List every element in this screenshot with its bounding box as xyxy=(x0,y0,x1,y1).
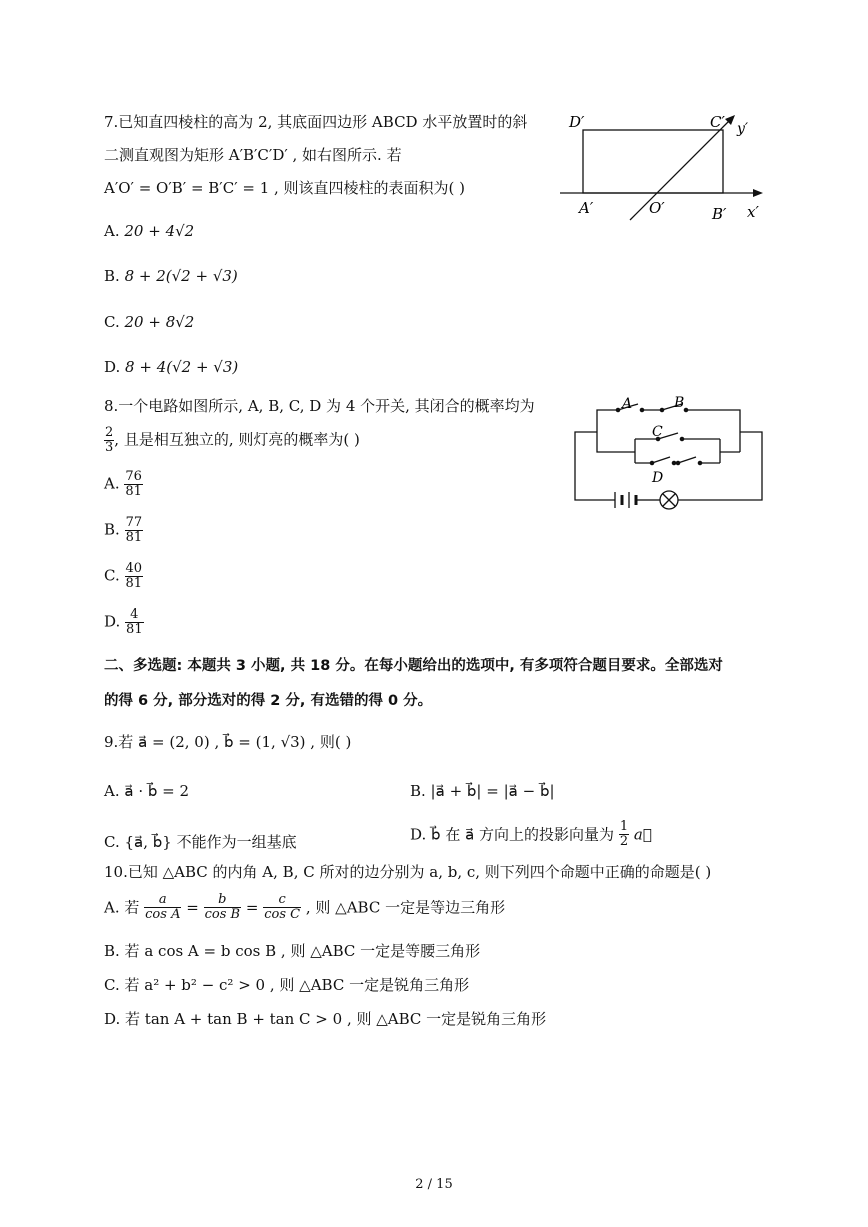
q9-stem: 9.若 a⃗ = (2, 0) , b⃗ = (1, √3) , 则( ) xyxy=(104,733,352,751)
switch-label-d: D xyxy=(652,470,664,486)
q7-option-a: A. 20 + 4√2 xyxy=(104,222,195,240)
q9-option-b: B. |a⃗ + b⃗| = |a⃗ − b⃗| xyxy=(410,782,555,800)
q9-option-a: A. a⃗ · b⃗ = 2 xyxy=(104,782,190,800)
label-b: B′ xyxy=(712,205,727,223)
x-axis-arrow xyxy=(753,189,763,197)
switch-label-a: A xyxy=(622,396,633,412)
q10-option-b: B. 若 a cos A = b cos B , 则 △ABC 一定是等腰三角形 xyxy=(104,942,481,960)
q8-option-d: D. $\frac{4}{81}$ xyxy=(104,607,143,637)
q7-figure xyxy=(555,105,770,230)
switch-label-c: C xyxy=(652,424,663,440)
q7-option-c: C. 20 + 8√2 xyxy=(104,313,195,331)
q9-option-d: D. b⃗ 在 a⃗ 方向上的投影向量为 $\frac{1}{2}$ a⃗ xyxy=(410,819,652,849)
label-c: C′ xyxy=(710,113,725,131)
q8-line1: 8.一个电路如图所示, A, B, C, D 为 4 个开关, 其闭合的概率均为 xyxy=(104,397,535,415)
label-y: y′ xyxy=(737,121,749,137)
q10-option-a: A. 若 $\frac{a}{\text{cos A}}$ = $\frac{b}{\text{cos B}}$ = $\frac{c}{\text{cos C}}$ , 则 △ABC 一定是等边三角形 xyxy=(104,892,506,922)
page-number: 2 / 15 xyxy=(415,1177,453,1192)
q8-circuit-figure xyxy=(570,392,770,517)
section2-line2: 的得 6 分, 部分选对的得 2 分, 有选错的得 0 分。 xyxy=(104,693,433,709)
q8-option-c: C. $\frac{40}{81}$ xyxy=(104,561,143,591)
q7-option-d: D. 8 + 4(√2 + √3) xyxy=(104,358,239,376)
q10-option-d: D. 若 tan A + tan B + tan C > 0 , 则 △ABC 一定是锐角三角形 xyxy=(104,1010,547,1028)
battery-icon xyxy=(615,492,648,508)
switch-label-b: B xyxy=(674,395,685,411)
q10-option-c: C. 若 a² + b² − c² > 0 , 则 △ABC 一定是锐角三角形 xyxy=(104,976,470,994)
q7-line3: A′O′ = O′B′ = B′C′ = 1 , 则该直四棱柱的表面积为( ) xyxy=(104,179,466,197)
section2-line1: 二、多选题: 本题共 3 小题, 共 18 分。在每小题给出的选项中, 有多项符合题目要求。全部选对 xyxy=(104,658,723,674)
label-o: O′ xyxy=(649,199,665,217)
q8-line2: $\frac{2}{3}$ , 且是相互独立的, 则灯亮的概率为( ) xyxy=(105,425,360,455)
q7-option-b: B. 8 + 2(√2 + √3) xyxy=(104,267,238,285)
label-a: A′ xyxy=(579,199,594,217)
q8-option-a: A. $\frac{76}{81}$ xyxy=(104,469,142,499)
q8-option-b: B. $\frac{77}{81}$ xyxy=(104,515,143,545)
q9-option-c: C. {a⃗, b⃗} 不能作为一组基底 xyxy=(104,833,297,851)
q7-line2: 二测直观图为矩形 A′B′C′D′ , 如右图所示. 若 xyxy=(104,146,402,164)
q10-stem: 10.已知 △ABC 的内角 A, B, C 所对的边分别为 a, b, c, 则下列四个命题中正确的命题是( ) xyxy=(104,863,712,881)
q8-probability-fraction: $\frac{2}{3}$ xyxy=(105,425,114,455)
label-x: x′ xyxy=(747,203,759,221)
q7-line1: 7.已知直四棱柱的高为 2, 其底面四边形 ABCD 水平放置时的斜 xyxy=(104,113,528,131)
label-d: D′ xyxy=(569,113,585,131)
rectangle-abcd xyxy=(583,130,723,193)
